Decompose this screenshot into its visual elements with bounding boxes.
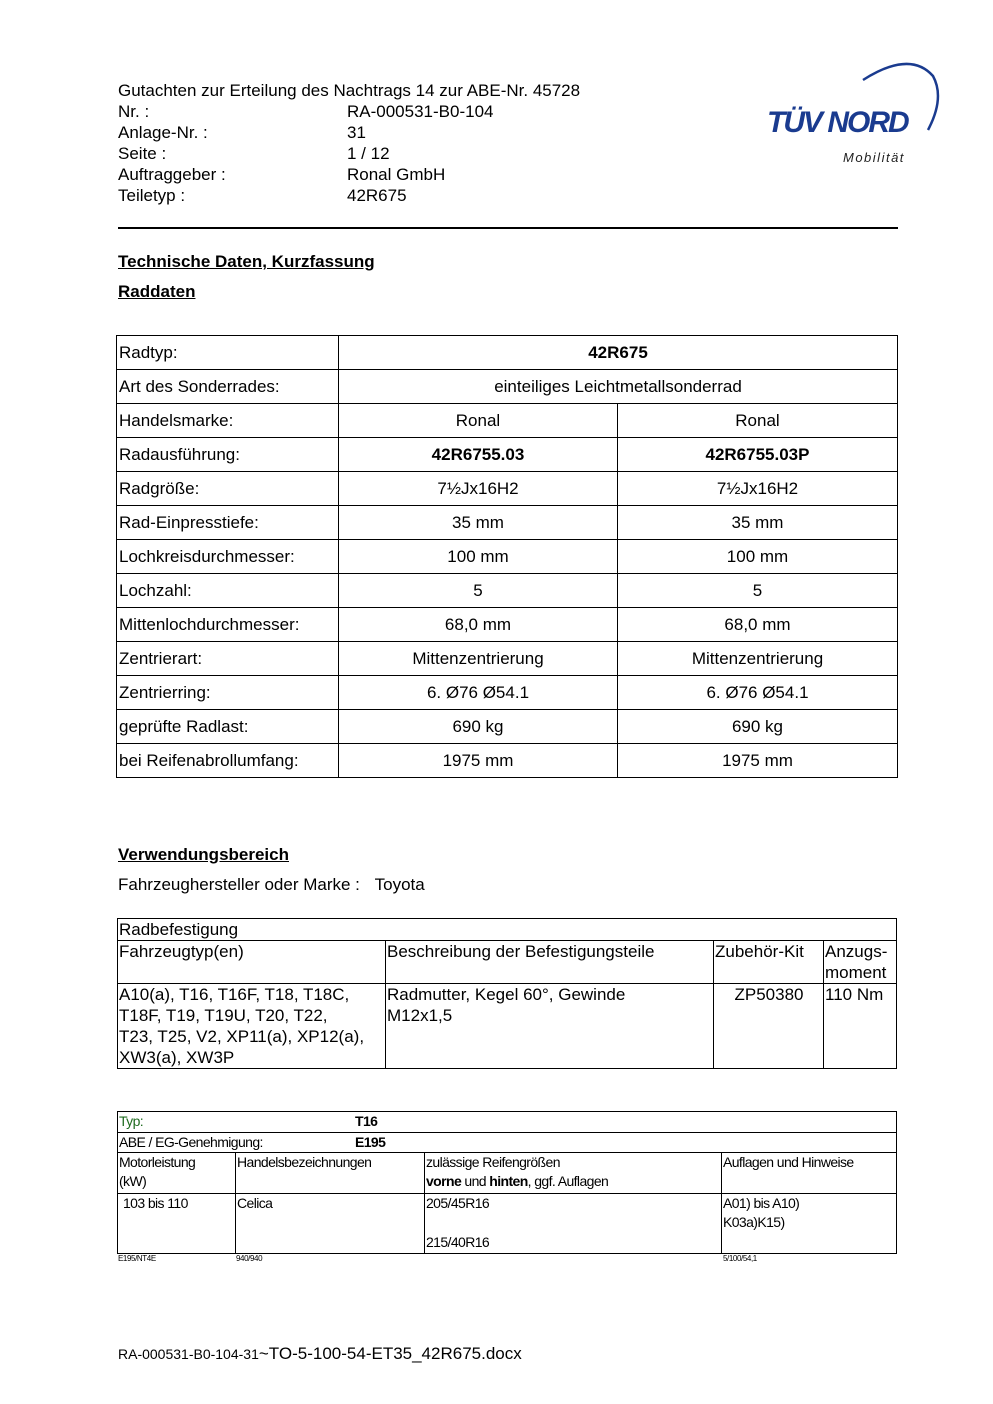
rear-word: hinten [489,1173,528,1189]
cell-variant-b: 1975 mm [618,744,898,778]
cell-variant-b: 100 mm [618,540,898,574]
header-row [118,185,580,206]
and-word: und [461,1173,490,1189]
notes-line: K03a)K15) [723,1214,785,1230]
section-title-technical: Technische Daten, Kurzfassung [118,252,375,271]
cell-variant-b: 7½Jx16H2 [618,472,898,506]
header-value: 31 [347,123,366,142]
accessory-kit-cell: ZP50380 [714,984,824,1069]
header-value: 1 / 12 [347,144,390,163]
cell-variant-b: 5 [618,574,898,608]
header-row [118,101,580,122]
tuv-nord-logo [765,58,940,170]
row-label: Art des Sonderrades: [117,370,339,404]
vehicle-types-line: XW3(a), XW3P [119,1048,235,1067]
header-divider [118,227,898,229]
tyre-size: 205/45R16 [426,1195,490,1211]
column-header [425,1153,722,1194]
cell-variant-b: 690 kg [618,710,898,744]
row-label: bei Reifenabrollumfang: [117,744,339,778]
header-label: Seite : [118,144,167,163]
cell-variant-b: Ronal [618,404,898,438]
logo-subtitle: Mobilität [843,150,905,165]
vehicle-types-line: A10(a), T16, T16F, T18, T18C, [119,985,350,1004]
table-header-row [118,1153,897,1194]
column-header-line [426,1172,721,1191]
vehicle-type-table [117,1111,897,1254]
empty-cell [425,1133,897,1153]
row-label: Lochzahl: [117,574,339,608]
manufacturer-label: Fahrzeughersteller oder Marke : [118,875,360,894]
table-header-row [118,941,897,984]
type-label: Typ: [119,1113,144,1129]
front-word: vorne [426,1173,462,1189]
manufacturer-line [118,875,425,895]
row-label: Rad-Einpresstiefe: [117,506,339,540]
cell-variant-b: 35 mm [618,506,898,540]
table-row [117,608,898,642]
header-label: Teiletyp : [118,186,186,205]
vehicle-types-line: T23, T25, V2, XP11(a), XP12(a), [119,1027,365,1046]
cell-variant-a: 6. Ø76 Ø54.1 [339,676,618,710]
cell-variant-b: 68,0 mm [618,608,898,642]
cell-variant-a: 7½Jx16H2 [339,472,618,506]
wheel-kind-value: einteiliges Leichtmetallsonderrad [339,370,898,404]
tyre-size: 215/40R16 [426,1234,490,1250]
table-row [118,984,897,1069]
empty-cell [425,1112,897,1133]
column-header-line: (kW) [119,1173,147,1189]
filename-suffix: ~TO-5-100-54-ET35_42R675.docx [258,1344,522,1363]
filename-prefix: RA-000531-B0-104-31 [118,1346,259,1362]
approval-value: E195 [355,1134,386,1150]
cell-variant-a: 690 kg [339,710,618,744]
column-header-line: moment [825,963,887,982]
fastener-description-line: Radmutter, Kegel 60°, Gewinde [387,985,626,1004]
table-row [117,574,898,608]
approval-cell [118,1133,425,1153]
column-header: Fahrzeugtyp(en) [118,941,386,984]
column-header-line: Motorleistung [119,1154,196,1170]
notes-line: A01) bis A10) [723,1195,800,1211]
document-header [118,80,580,206]
row-label: Radgröße: [117,472,339,506]
section-subtitle-wheel-data: Raddaten [118,282,196,301]
table-row [117,336,898,370]
footnote-code: 5/100/54,1 [723,1254,757,1263]
column-header: Handelsbezeichnungen [236,1153,425,1194]
cell-variant-a: Ronal [339,404,618,438]
table-row [117,676,898,710]
header-label: Auftraggeber : [118,165,226,184]
trade-name-cell: Celica [236,1194,425,1254]
table-row [117,710,898,744]
column-header-line: Anzugs- [825,942,888,961]
row-label: geprüfte Radlast: [117,710,339,744]
type-value: T16 [355,1113,378,1129]
document-title: Gutachten zur Erteilung des Nachtrags 14 zur ABE-Nr. 45728 [118,81,581,100]
cell-variant-a: 35 mm [339,506,618,540]
row-label: Mittenlochdurchmesser: [117,608,339,642]
wheel-type-value: 42R675 [339,336,898,370]
table-row [117,744,898,778]
torque-cell: 110 Nm [824,984,897,1069]
cell-variant-a: 100 mm [339,540,618,574]
notes-cell [722,1194,897,1254]
column-header [824,941,897,984]
table-row [117,472,898,506]
cell-variant-a: Mittenzentrierung [339,642,618,676]
row-label: Lochkreisdurchmesser: [117,540,339,574]
mounting-title: Radbefestigung [118,919,897,941]
tyre-sizes-cell [425,1194,722,1254]
header-value: Ronal GmbH [347,165,446,184]
table-row [117,370,898,404]
logo-brand: TÜV NORD [767,106,908,139]
approval-label: ABE / EG-Genehmigung: [119,1134,263,1150]
vehicle-types-cell [118,984,386,1069]
table-row [117,438,898,472]
cell-variant-a: 5 [339,574,618,608]
cell-variant-b: Mittenzentrierung [618,642,898,676]
column-header: Auflagen und Hinweise [722,1153,897,1194]
vehicle-types-line: T18F, T19, T19U, T20, T22, [119,1006,328,1025]
manufacturer-value: Toyota [374,875,425,894]
row-label: Zentrierart: [117,642,339,676]
cell-variant-a: 42R6755.03 [339,438,618,472]
column-header [118,1153,236,1194]
header-row [118,122,580,143]
fastener-description-line: M12x1,5 [387,1006,453,1025]
type-cell [118,1112,425,1133]
header-value: 42R675 [347,186,407,205]
row-label: Zentrierring: [117,676,339,710]
header-row [118,164,580,185]
row-label: Radtyp: [117,336,339,370]
table-row [118,1112,897,1133]
power-cell: 103 bis 110 [118,1194,236,1254]
header-label: Anlage-Nr. : [118,123,208,142]
document-filename [118,1344,522,1364]
wheel-data-table [116,335,898,778]
section-title-usage: Verwendungsbereich [118,845,289,864]
column-header: Zubehör-Kit [714,941,824,984]
table-row [117,506,898,540]
cell-variant-b: 6. Ø76 Ø54.1 [618,676,898,710]
table-row [117,540,898,574]
table-row [118,919,897,941]
row-label: Handelsmarke: [117,404,339,438]
header-row [118,143,580,164]
cell-variant-a: 1975 mm [339,744,618,778]
conditions-word: , ggf. Auflagen [527,1173,609,1189]
row-label: Radausführung: [117,438,339,472]
table-row [117,642,898,676]
wheel-mounting-table [117,918,897,1069]
cell-variant-a: 68,0 mm [339,608,618,642]
header-value: RA-000531-B0-104 [347,102,494,121]
fastener-description-cell [386,984,714,1069]
footnote-code: E195/NT4E [118,1254,156,1263]
column-header: Beschreibung der Befestigungsteile [386,941,714,984]
spacer [426,1213,721,1233]
column-header-line: zulässige Reifengrößen [426,1154,560,1170]
footnote-code: 940/940 [236,1254,263,1263]
table-row [118,1133,897,1153]
table-row [117,404,898,438]
cell-variant-b: 42R6755.03P [618,438,898,472]
header-label: Nr. : [118,102,150,121]
table-row [118,1194,897,1254]
